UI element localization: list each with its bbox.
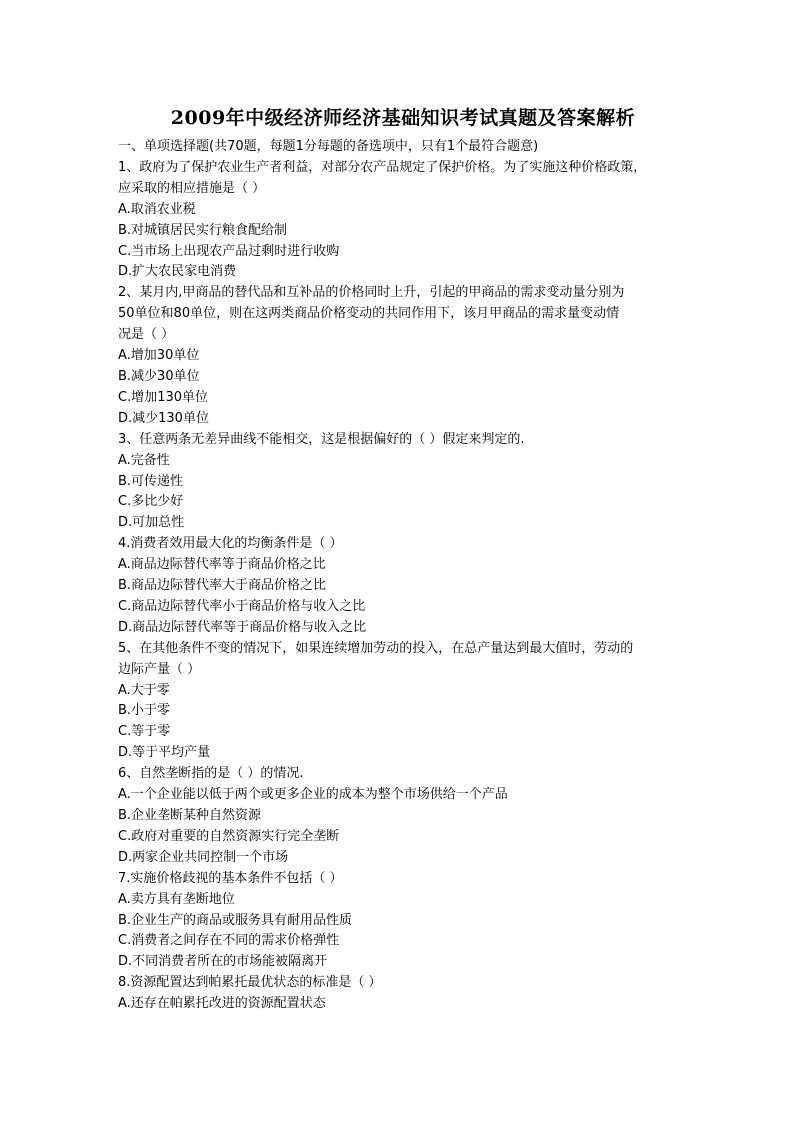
answer-option: C.当市场上出现农产品过剩时进行收购	[118, 243, 340, 259]
question-2	[118, 283, 688, 429]
answer-option: C.消费者之间存在不同的需求价格弹性	[118, 933, 340, 949]
question-stem-line: 8.资源配置达到帕累托最优状态的标准是（ ）	[118, 975, 382, 991]
answer-option: A.增加30单位	[118, 348, 200, 364]
answer-option: B.对城镇居民实行粮食配给制	[118, 222, 288, 238]
answer-option: A.卖方具有垄断地位	[118, 891, 235, 907]
question-4	[118, 534, 688, 639]
answer-option: D.等于平均产量	[118, 745, 211, 761]
answer-option: D.减少130单位	[118, 410, 209, 426]
answer-option: B.小于零	[118, 703, 171, 719]
question-stem-line: 1、政府为了保护农业生产者利益，对部分农产品规定了保护价格。为了实施这种价格政策，	[118, 159, 647, 175]
answer-option: A.还存在帕累托改进的资源配置状态	[118, 996, 326, 1012]
question-8	[118, 973, 688, 1015]
answer-option: A.完备性	[118, 452, 170, 468]
question-stem-line: 6、自然垄断指的是（ ）的情况.	[118, 766, 304, 782]
answer-option: A.大于零	[118, 682, 170, 698]
question-stem-line: 应采取的相应措施是（ ）	[118, 180, 266, 196]
document-title: 2009年中级经济师经济基础知识考试真题及答案解析	[170, 107, 636, 129]
question-1	[118, 158, 688, 283]
answer-option: B.企业垄断某种自然资源	[118, 808, 262, 823]
answer-option: D.不同消费者所在的市场能被隔离开	[118, 954, 328, 970]
question-stem-line: 3、任意两条无差异曲线不能相交，这是根据偏好的（ ）假定来判定的.	[118, 431, 525, 447]
answer-option: D.可加总性	[118, 515, 185, 531]
answer-option: C.政府对重要的自然资源实行完全垄断	[118, 828, 340, 844]
question-3	[118, 430, 688, 535]
answer-option: A.商品边际替代率等于商品价格之比	[118, 557, 326, 573]
question-stem-line: 4.消费者效用最大化的均衡条件是（ ）	[118, 536, 343, 552]
answer-option: C.等于零	[118, 724, 171, 740]
question-list	[118, 158, 688, 1015]
section-header: 一、单项选择题(共70题，每题1分每题的备选项中，只有1个最符合题意)	[118, 139, 539, 154]
answer-option: A.一个企业能以低于两个或更多企业的成本为整个市场供给一个产品	[118, 787, 508, 803]
answer-option: D.两家企业共同控制一个市场	[118, 849, 289, 865]
answer-option: A.取消农业税	[118, 201, 196, 217]
answer-option: C.增加130单位	[118, 389, 209, 405]
question-stem-line: 况是（ ）	[118, 327, 175, 343]
answer-option: B.可传递性	[118, 473, 184, 489]
document-page	[118, 103, 688, 1015]
answer-option: C.多比少好	[118, 494, 184, 510]
answer-option: B.减少30单位	[118, 368, 200, 384]
question-6	[118, 764, 688, 869]
question-stem-line: 边际产量（ ）	[118, 661, 201, 677]
question-stem-line: 50单位和80单位，则在这两类商品价格变动的共同作用下，该月甲商品的需求量变动情	[118, 306, 620, 322]
question-stem-line: 7.实施价格歧视的基本条件不包括（ ）	[118, 870, 343, 886]
answer-option: C.商品边际替代率小于商品价格与收入之比	[118, 598, 366, 614]
question-5	[118, 639, 688, 764]
question-stem-line: 5、在其他条件不变的情况下，如果连续增加劳动的投入，在总产量达到最大值时，劳动的	[118, 640, 634, 656]
answer-option: B.企业生产的商品或服务具有耐用品性质	[118, 912, 353, 928]
question-stem-line: 2、某月内,甲商品的替代品和互补品的价格同时上升，引起的甲商品的需求变动量分别为	[118, 285, 625, 301]
answer-option: D.商品边际替代率等于商品价格与收入之比	[118, 619, 367, 635]
answer-option: B.商品边际替代率大于商品价格之比	[118, 578, 327, 594]
answer-option: D.扩大农民家电消费	[118, 264, 237, 280]
question-7	[118, 869, 688, 974]
